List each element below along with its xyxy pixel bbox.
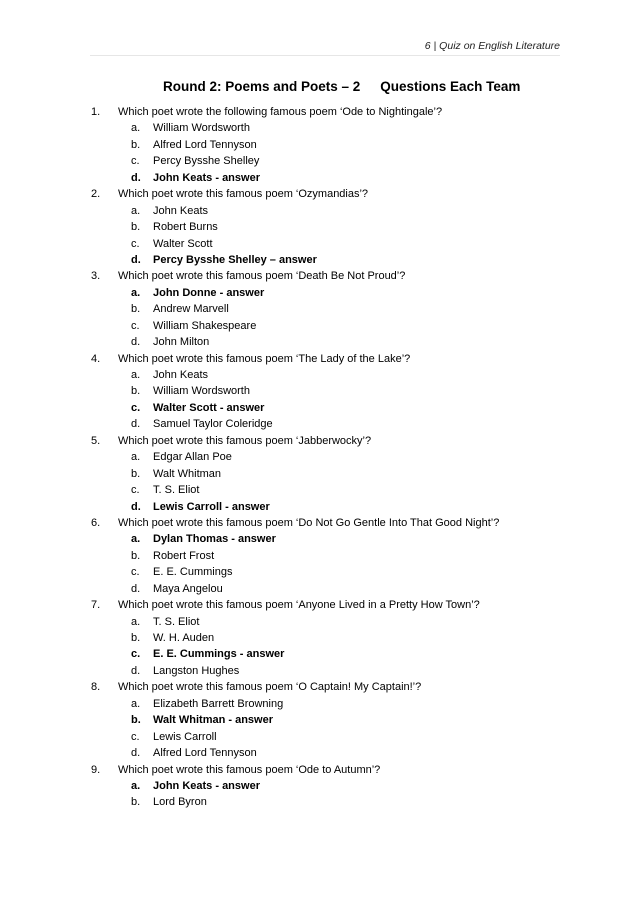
question-text: Which poet wrote the following famous poem ‘Ode to Nightingale’? xyxy=(118,106,443,118)
option-letter: a. xyxy=(131,204,141,217)
answer-option xyxy=(91,646,571,662)
page-header: 6 | Quiz on English Literature xyxy=(424,40,560,52)
option-item xyxy=(91,548,571,564)
question-text: Which poet wrote this famous poem ‘Do Not Go Gentle Into That Good Night’? xyxy=(118,516,500,529)
option-text: Andrew Marvell xyxy=(153,303,229,316)
question-line xyxy=(91,186,571,202)
option-letter: c. xyxy=(131,401,141,414)
option-text: Percy Bysshe Shelley – answer xyxy=(153,253,317,266)
option-text: Alfred Lord Tennyson xyxy=(153,747,257,760)
option-item xyxy=(91,301,571,317)
question-item xyxy=(91,515,571,597)
option-text: Walter Scott - answer xyxy=(153,401,265,414)
option-item xyxy=(91,614,571,630)
option-text: John Milton xyxy=(153,336,210,349)
option-item xyxy=(91,120,571,136)
option-text: William Wordsworth xyxy=(153,385,250,398)
option-item xyxy=(91,729,571,745)
option-letter: a. xyxy=(131,369,141,381)
option-item xyxy=(91,449,571,465)
option-letter: c. xyxy=(131,155,140,168)
question-line xyxy=(91,597,571,613)
option-list xyxy=(91,367,571,433)
answer-option xyxy=(91,499,571,515)
option-item xyxy=(91,581,571,597)
option-text: William Shakespeare xyxy=(153,319,257,332)
question-line xyxy=(91,351,571,367)
option-list xyxy=(91,778,571,811)
option-list xyxy=(91,120,571,186)
option-letter: a. xyxy=(131,286,141,299)
option-list xyxy=(91,614,571,680)
question-number: 3. xyxy=(91,270,101,283)
question-line xyxy=(91,762,571,778)
answer-option xyxy=(91,778,571,794)
option-list xyxy=(91,531,571,597)
round-title: Round 2: Poems and Poets – 2 xyxy=(163,79,361,94)
option-text: John Keats - answer xyxy=(153,171,260,184)
option-letter: d. xyxy=(131,336,141,349)
option-letter: b. xyxy=(131,138,141,151)
option-item xyxy=(91,367,571,383)
option-item xyxy=(91,794,571,810)
answer-option xyxy=(91,170,571,186)
option-list xyxy=(91,285,571,351)
option-letter: b. xyxy=(131,303,141,316)
option-item xyxy=(91,482,571,498)
option-item xyxy=(91,236,571,252)
question-number: 2. xyxy=(91,188,101,201)
option-text: Robert Frost xyxy=(153,549,215,562)
header-divider xyxy=(90,55,560,56)
option-item xyxy=(91,203,571,219)
option-text: Maya Angelou xyxy=(153,582,223,595)
option-text: Walter Scott xyxy=(153,237,213,250)
option-letter: d. xyxy=(131,747,141,760)
option-list xyxy=(91,449,571,515)
answer-option xyxy=(91,252,571,268)
option-item xyxy=(91,137,571,153)
round-heading xyxy=(163,79,520,94)
question-number: 7. xyxy=(91,599,101,612)
option-text: E. E. Cummings xyxy=(153,566,233,579)
option-text: Lewis Carroll xyxy=(153,730,217,743)
question-line xyxy=(91,679,571,695)
option-letter: d. xyxy=(131,582,141,595)
question-number: 4. xyxy=(91,352,101,365)
option-letter: c. xyxy=(131,484,140,497)
option-text: T. S. Eliot xyxy=(153,615,200,628)
option-text: Alfred Lord Tennyson xyxy=(153,138,257,151)
option-text: John Keats - answer xyxy=(153,779,260,792)
option-text: W. H. Auden xyxy=(153,632,215,644)
option-letter: a. xyxy=(131,122,141,135)
question-number: 8. xyxy=(91,681,101,694)
option-text: Langston Hughes xyxy=(153,664,240,677)
option-item xyxy=(91,318,571,334)
option-text: E. E. Cummings - answer xyxy=(153,648,285,661)
option-letter: d. xyxy=(131,664,141,677)
option-item xyxy=(91,383,571,399)
option-text: Percy Bysshe Shelley xyxy=(153,155,260,168)
question-item xyxy=(91,104,571,186)
option-letter: a. xyxy=(131,451,141,464)
option-letter: b. xyxy=(131,385,141,398)
question-line xyxy=(91,515,571,531)
question-item xyxy=(91,433,571,515)
option-letter: a. xyxy=(131,697,141,710)
option-item xyxy=(91,663,571,679)
option-text: Samuel Taylor Coleridge xyxy=(153,418,273,431)
answer-option xyxy=(91,531,571,547)
question-text: Which poet wrote this famous poem ‘O Captain! My Captain!’? xyxy=(118,681,422,694)
round-subtitle: Questions Each Team xyxy=(380,79,521,94)
option-letter: b. xyxy=(131,632,141,644)
question-text: Which poet wrote this famous poem ‘Ode to Autumn’? xyxy=(118,763,381,776)
option-text: John Keats xyxy=(153,204,209,217)
option-letter: a. xyxy=(131,779,141,792)
question-line xyxy=(91,104,571,120)
question-text: Which poet wrote this famous poem ‘Death Be Not Proud’? xyxy=(118,270,406,283)
option-text: Robert Burns xyxy=(153,221,218,234)
option-item xyxy=(91,466,571,482)
option-text: Edgar Allan Poe xyxy=(153,451,232,464)
question-item xyxy=(91,762,571,811)
answer-option xyxy=(91,712,571,728)
option-letter: b. xyxy=(131,549,141,562)
question-item xyxy=(91,268,571,350)
question-text: Which poet wrote this famous poem ‘The Lady of the Lake’? xyxy=(118,352,411,365)
question-item xyxy=(91,186,571,268)
question-text: Which poet wrote this famous poem ‘Ozymandias’? xyxy=(118,188,369,201)
option-text: Walt Whitman - answer xyxy=(153,714,273,727)
question-number: 1. xyxy=(91,106,101,118)
option-letter: d. xyxy=(131,171,141,184)
option-item xyxy=(91,564,571,580)
answer-option xyxy=(91,285,571,301)
option-item xyxy=(91,219,571,235)
option-item xyxy=(91,696,571,712)
option-letter: b. xyxy=(131,796,141,809)
option-letter: b. xyxy=(131,221,141,234)
option-letter: b. xyxy=(131,467,141,480)
option-text: John Keats xyxy=(153,369,209,381)
question-text: Which poet wrote this famous poem ‘Anyone Lived in a Pretty How Town’? xyxy=(118,599,480,612)
option-item xyxy=(91,334,571,350)
option-text: Elizabeth Barrett Browning xyxy=(153,697,284,710)
option-list xyxy=(91,203,571,269)
option-list xyxy=(91,696,571,762)
option-item xyxy=(91,630,571,646)
option-text: T. S. Eliot xyxy=(153,484,200,497)
option-letter: c. xyxy=(131,237,140,250)
option-letter: a. xyxy=(131,533,141,546)
question-line xyxy=(91,268,571,284)
option-letter: c. xyxy=(131,566,140,579)
option-letter: c. xyxy=(131,319,140,332)
option-letter: d. xyxy=(131,253,141,266)
question-item xyxy=(91,597,571,679)
option-text: Dylan Thomas - answer xyxy=(153,533,276,546)
question-list xyxy=(91,104,571,811)
option-text: Walt Whitman xyxy=(153,467,222,480)
question-item xyxy=(91,679,571,761)
option-letter: d. xyxy=(131,500,141,513)
option-item xyxy=(91,153,571,169)
option-text: John Donne - answer xyxy=(153,286,265,299)
option-letter: d. xyxy=(131,418,141,431)
option-letter: a. xyxy=(131,615,141,628)
option-letter: c. xyxy=(131,648,141,661)
option-item xyxy=(91,745,571,761)
question-number: 6. xyxy=(91,516,101,529)
question-text: Which poet wrote this famous poem ‘Jabberwocky’? xyxy=(118,434,372,447)
question-line xyxy=(91,433,571,449)
question-number: 5. xyxy=(91,434,101,447)
option-text: Lewis Carroll - answer xyxy=(153,500,270,513)
option-letter: c. xyxy=(131,730,140,743)
answer-option xyxy=(91,400,571,416)
option-text: Lord Byron xyxy=(153,796,207,809)
option-item xyxy=(91,416,571,432)
question-item xyxy=(91,351,571,433)
option-letter: b. xyxy=(131,714,141,727)
question-number: 9. xyxy=(91,763,101,776)
option-text: William Wordsworth xyxy=(153,122,250,135)
